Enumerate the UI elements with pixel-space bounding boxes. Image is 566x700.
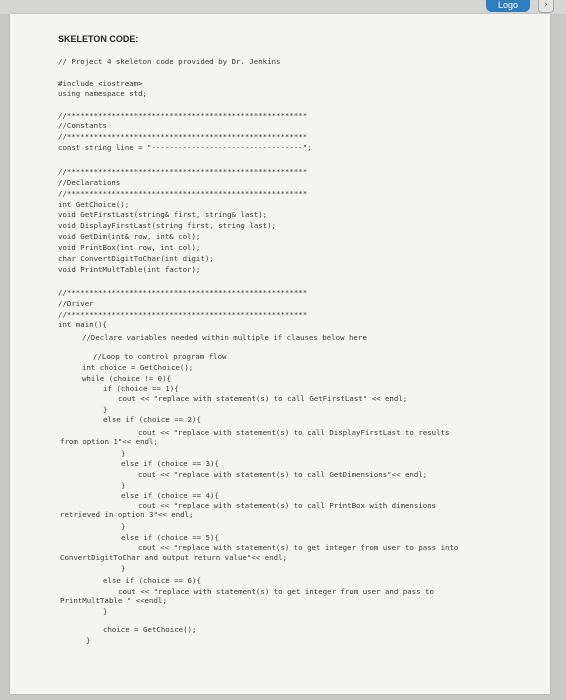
code-line: //Constants [58, 121, 107, 130]
code-line: else if (choice == 6){ [103, 576, 201, 585]
code-line: //Loop to control program flow [93, 352, 227, 361]
code-line: //****************************************************** [58, 132, 308, 141]
code-line: //Driver [58, 299, 94, 308]
code-line: void PrintMultTable(int factor); [58, 265, 201, 274]
code-line: //****************************************************** [58, 288, 308, 297]
document-heading: SKELETON CODE: [58, 34, 139, 44]
code-line: cout << "replace with statement(s) to get integer from user to pass into [138, 543, 459, 552]
code-line: void PrintBox(int row, int col); [58, 243, 201, 252]
code-line: using namespace std; [58, 89, 147, 98]
code-line: const string line = "----------------------------------"; [58, 143, 312, 152]
code-line: // Project 4 skeleton code provided by Dr. Jenkins [58, 57, 281, 66]
code-line: } [103, 607, 108, 616]
code-line: else if (choice == 3){ [121, 459, 219, 468]
code-line: //****************************************************** [58, 167, 308, 176]
code-line: PrintMultTable " <<endl; [60, 596, 167, 605]
code-line: void GetDim(int& row, int& col); [58, 232, 201, 241]
code-line: } [121, 481, 126, 490]
code-line: } [86, 636, 91, 645]
code-line: if (choice == 1){ [103, 384, 179, 393]
top-bar [0, 0, 566, 14]
top-button[interactable]: Logo [486, 0, 530, 12]
code-line: int choice = GetChoice(); [82, 363, 194, 372]
code-line: cout << "replace with statement(s) to get integer from user and pass to [118, 587, 434, 596]
chevron-right-icon[interactable]: › [538, 0, 554, 13]
code-line: choice = GetChoice(); [103, 625, 197, 634]
code-line: cout << "replace with statement(s) to call GetFirstLast" << endl; [118, 394, 408, 403]
code-line: //****************************************************** [58, 310, 308, 319]
code-line: } [103, 405, 108, 414]
code-line: } [121, 449, 126, 458]
code-line: else if (choice == 4){ [121, 491, 219, 500]
code-line: retrieved in option 3"<< endl; [60, 510, 194, 519]
code-line: void GetFirstLast(string& first, string& last); [58, 210, 268, 219]
code-line: } [121, 522, 126, 531]
code-line: else if (choice == 2){ [103, 415, 201, 424]
code-line: int main(){ [58, 320, 107, 329]
code-line: //Declarations [58, 178, 121, 187]
code-line: char ConvertDigitToChar(int digit); [58, 254, 214, 263]
code-line: while (choice != 0){ [82, 374, 171, 383]
code-line: ConvertDigitToChar and output return value"<< endl; [60, 553, 287, 562]
code-line: //****************************************************** [58, 189, 308, 198]
code-line: from option 1"<< endl; [60, 437, 158, 446]
code-line: //Declare variables needed within multiple if clauses below here [82, 333, 367, 342]
code-line: cout << "replace with statement(s) to call PrintBox with dimensions [138, 501, 437, 510]
code-line: } [121, 564, 126, 573]
code-line: else if (choice == 5){ [121, 533, 219, 542]
code-line: cout << "replace with statement(s) to call DisplayFirstLast to results [138, 428, 450, 437]
code-line: void DisplayFirstLast(string first, string last); [58, 221, 277, 230]
code-line: //****************************************************** [58, 111, 308, 120]
code-line: int GetChoice(); [58, 200, 130, 209]
code-line: cout << "replace with statement(s) to call GetDimensions"<< endl; [138, 470, 428, 479]
code-line: #include <iostream> [58, 79, 143, 88]
